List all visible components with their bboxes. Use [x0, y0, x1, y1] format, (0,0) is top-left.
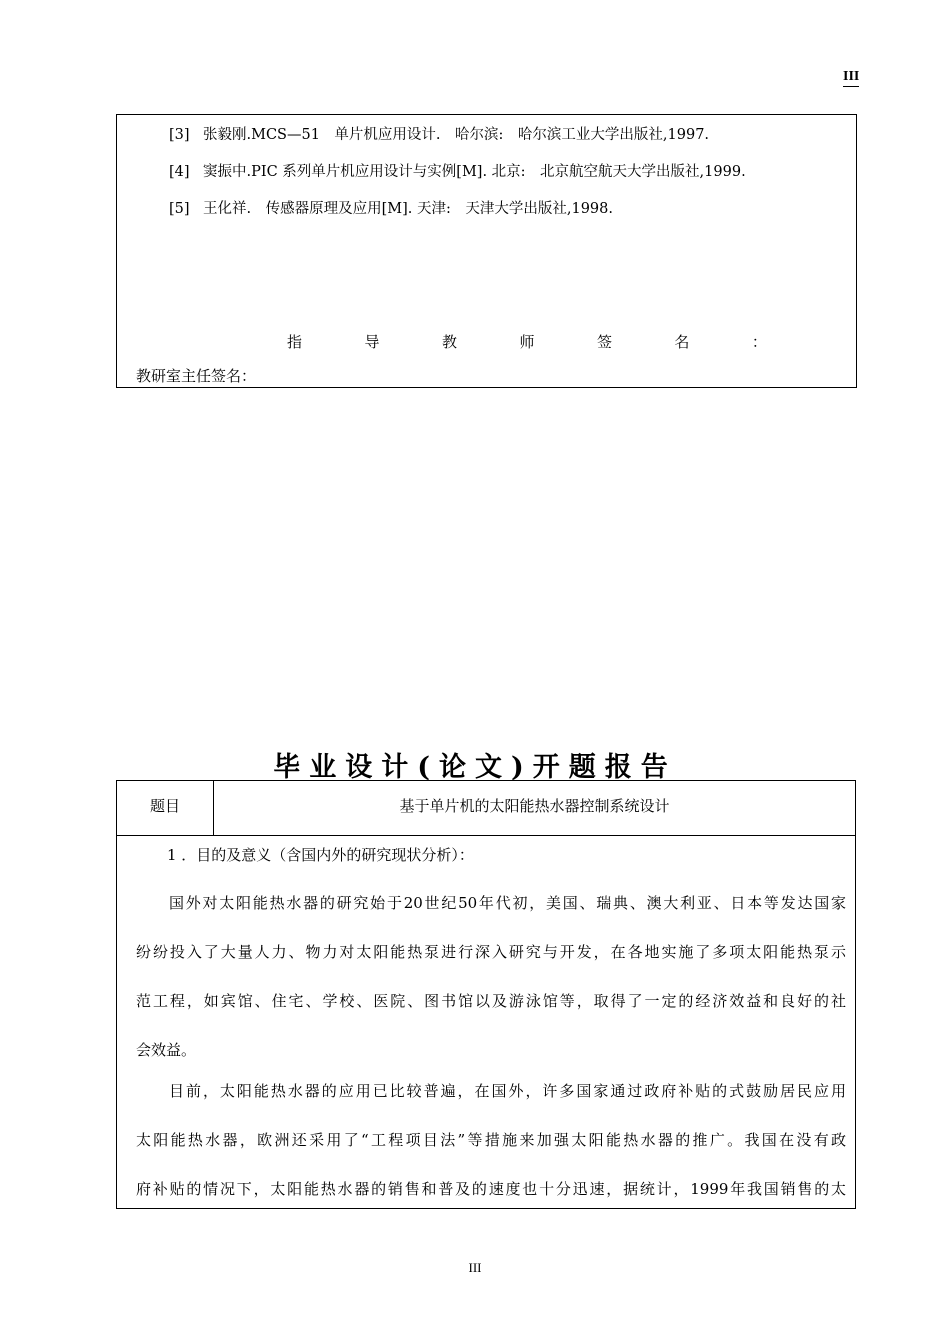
advisor-char: ： [751, 333, 767, 351]
paragraph-line: 府补贴的情况下，太阳能热水器的销售和普及的速度也十分迅速，据统计，1999年我国销售的太 [136, 1180, 846, 1198]
paragraph-line: 会效益。 [136, 1041, 197, 1059]
topic-row [117, 781, 855, 836]
advisor-char: 师 [519, 333, 535, 351]
advisor-char: 名 [674, 333, 690, 351]
reference-item [169, 160, 746, 181]
reference-number: [4] [169, 164, 190, 180]
advisor-char: 教 [441, 333, 457, 351]
reference-text: 窦振中.PIC 系列单片机应用设计与实例[M]. 北京: 北京航空航天大学出版社,1999. [203, 164, 746, 180]
reference-item [169, 197, 613, 218]
header-page-number: III [843, 68, 859, 87]
advisor-char: 导 [364, 333, 380, 351]
topic-value: 基于单片机的太阳能热水器控制系统设计 [399, 797, 670, 815]
advisor-signature-label [287, 331, 767, 352]
topic-label: 题目 [117, 781, 214, 835]
report-title: 毕业设计(论文)开题报告 [273, 752, 677, 783]
advisor-char: 签 [596, 333, 612, 351]
reference-item [169, 123, 709, 144]
reference-number: [3] [169, 127, 190, 143]
paragraph-line: 纷纷投入了大量人力、物力对太阳能热泵进行深入研究与开发，在各地实施了多项太阳能热泵示 [136, 943, 846, 961]
references-box [116, 114, 857, 388]
advisor-char: 指 [287, 333, 303, 351]
report-table [116, 780, 856, 1209]
paragraph-line: 范工程，如宾馆、住宅、学校、医院、图书馆以及游泳馆等，取得了一定的经济效益和良好的社 [136, 992, 846, 1010]
section-heading: 1 ．目的及意义（含国内外的研究现状分析）： [167, 846, 474, 864]
paragraph-line: 国外对太阳能热水器的研究始于20世纪50年代初，美国、瑞典、澳大利亚、日本等发达国家 [169, 894, 846, 912]
paragraph-line: 目前，太阳能热水器的应用已比较普遍，在国外，许多国家通过政府补贴的式鼓励居民应用 [169, 1082, 846, 1100]
reference-text: 王化祥. 传感器原理及应用[M]. 天津: 天津大学出版社,1998. [203, 201, 613, 217]
reference-text: 张毅刚.MCS—51 单片机应用设计. 哈尔滨: 哈尔滨工业大学出版社,1997. [203, 127, 710, 143]
paragraph-line: 太阳能热水器，欧洲还采用了“工程项目法”等措施来加强太阳能热水器的推广。我国在没有政 [136, 1131, 846, 1149]
department-head-signature-label: 教研室主任签名： [136, 367, 257, 385]
reference-number: [5] [169, 201, 190, 217]
footer-page-number: III [468, 1260, 482, 1275]
